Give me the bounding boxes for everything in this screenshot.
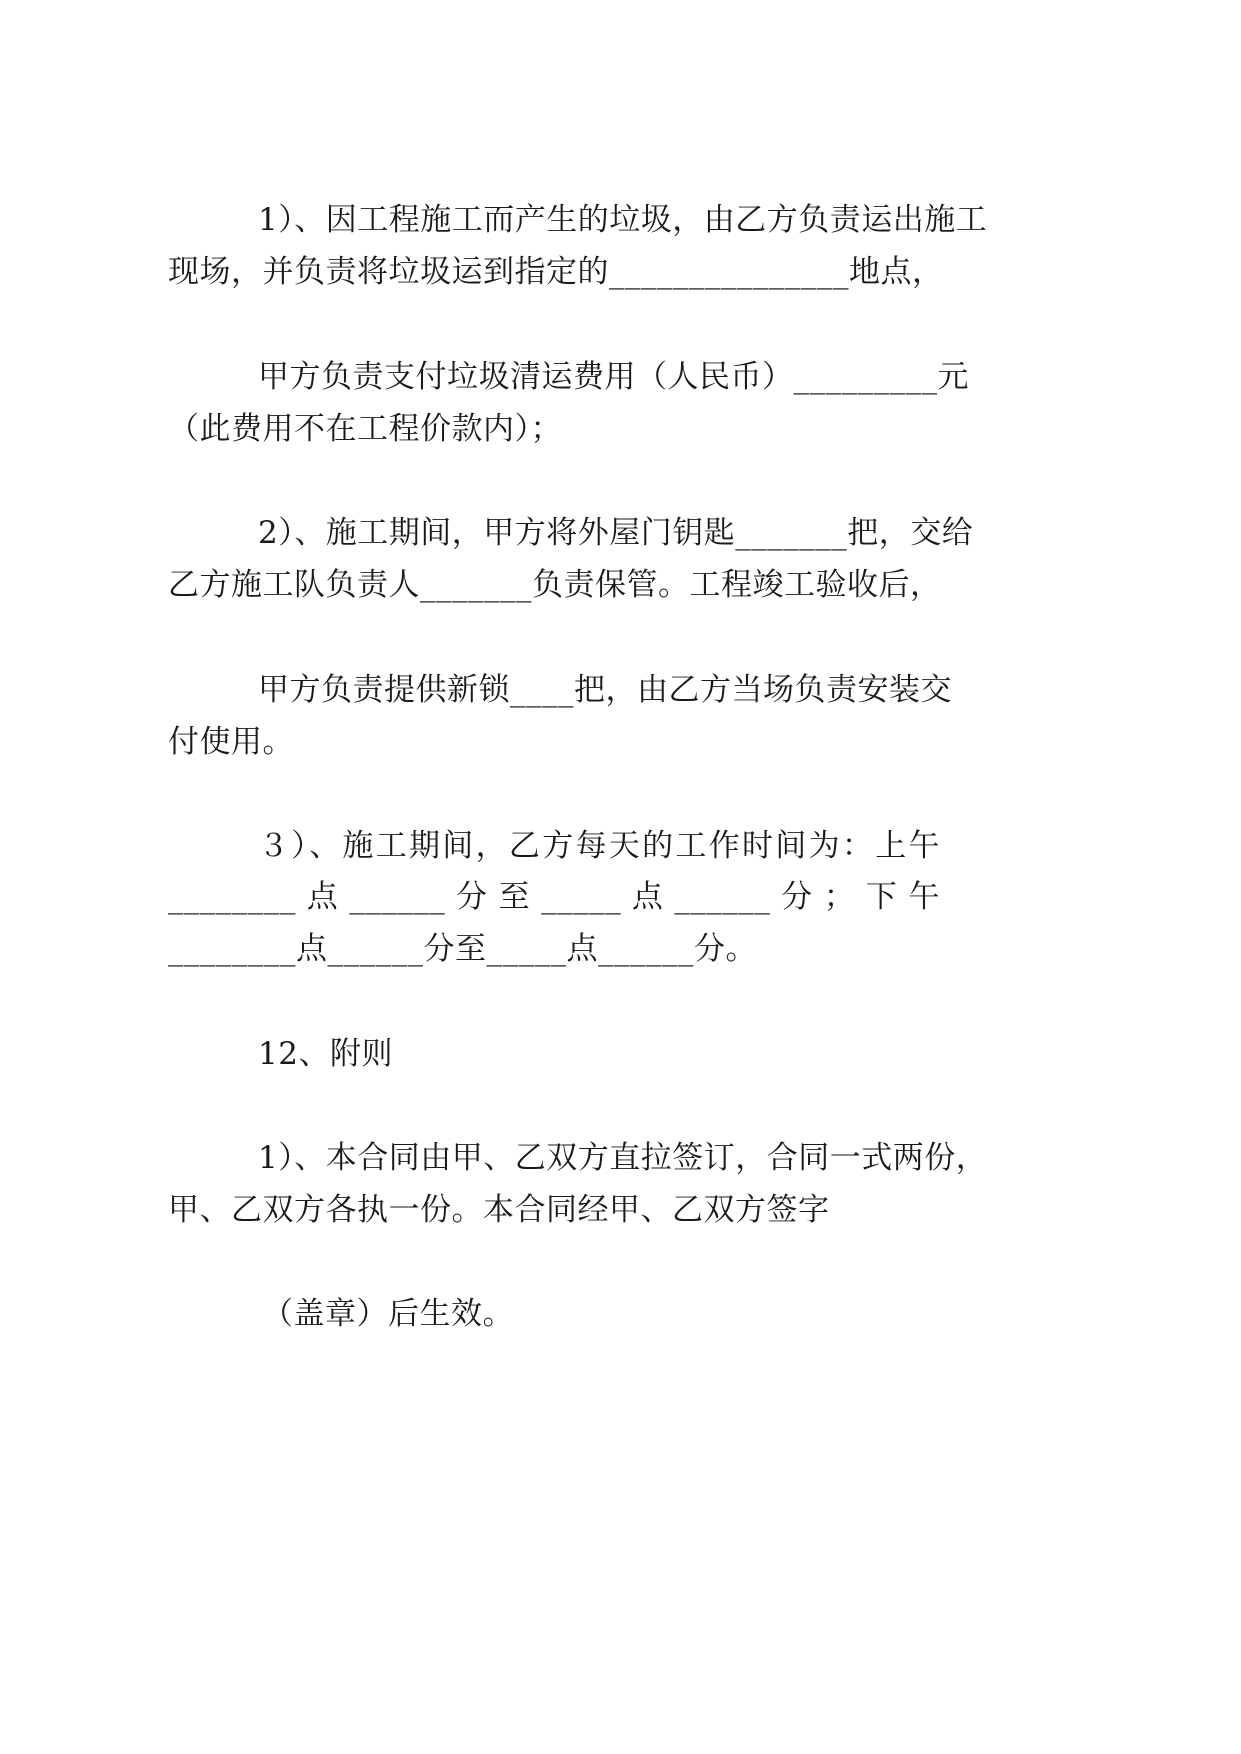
- clause-2-line-3: 甲方负责提供新锁____把，由乙方当场负责安装交: [258, 672, 952, 708]
- clause-2-line-4: 付使用。: [168, 724, 294, 760]
- appendix-clause-1-line-1: 1）、本合同由甲、乙双方直拉签订，合同一式两份，: [258, 1140, 988, 1176]
- clause-3-line-1: ３）、施工期间，乙方每天的工作时间为：上午: [258, 828, 940, 864]
- clause-2-line-1: 2）、施工期间，甲方将外屋门钥匙_______把，交给: [258, 515, 974, 551]
- clause-1-line-1: 1）、因工程施工而产生的垃圾，由乙方负责运出施工: [258, 202, 988, 238]
- appendix-clause-1-line-3: （盖章）后生效。: [262, 1296, 514, 1332]
- clause-3-line-3: ________点______分至_____点______分。: [168, 931, 757, 967]
- clause-2-line-2: 乙方施工队负责人_______负责保管。工程竣工验收后，: [168, 567, 942, 603]
- clause-1-line-4: （此费用不在工程价款内）；: [168, 411, 562, 447]
- clause-3-line-2: ________ 点 ______ 分 至 _____ 点 ______ 分 ； 下 午: [168, 879, 940, 915]
- clause-1-line-3: 甲方负责支付垃圾清运费用（人民币）_________元: [258, 359, 969, 395]
- section-12-heading: 12、附则: [258, 1036, 393, 1072]
- appendix-clause-1-line-2: 甲、乙双方各执一份。本合同经甲、乙双方签字: [168, 1192, 830, 1228]
- clause-1-line-2: 现场，并负责将垃圾运到指定的_______________地点，: [168, 254, 944, 290]
